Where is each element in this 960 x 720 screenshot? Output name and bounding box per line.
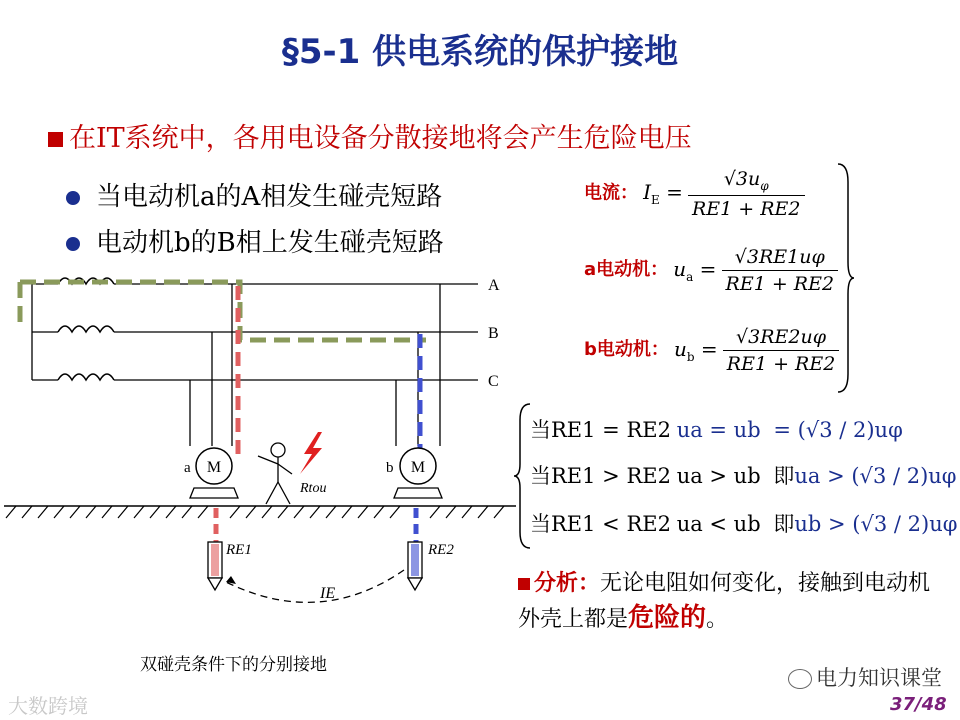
right-brace bbox=[836, 162, 856, 394]
current-arc bbox=[226, 570, 404, 602]
page-number: 37/48 bbox=[890, 694, 947, 715]
motor-a-symbol: M bbox=[206, 459, 222, 476]
condition-row-2: 当RE1 > RE2 ua > ub 即ua > (√3 / 2)uφ bbox=[530, 464, 957, 488]
round-bullet-icon bbox=[66, 191, 80, 205]
condition-row-3: 当RE1 < RE2 ua < ub 即ub > (√3 / 2)uφ bbox=[530, 512, 958, 536]
lightning-icon bbox=[300, 432, 322, 474]
phase-c-label: C bbox=[488, 373, 499, 390]
formula-motor-a: a电动机： $u_a$ = $\frac{√3RE1u\varphi}{RE1 + RE2}$ bbox=[584, 246, 838, 295]
phase-lines bbox=[32, 284, 478, 380]
fault-loop-path bbox=[20, 282, 426, 340]
page-title: §5-1 供电系统的保护接地 bbox=[281, 32, 679, 72]
watermark-left: 大数跨境 bbox=[8, 694, 88, 718]
r-tou-label: Rtou bbox=[300, 481, 327, 496]
watermark-right: 电力知识课堂 bbox=[788, 662, 942, 692]
ground-hatch bbox=[6, 506, 504, 518]
motor-b-label: b bbox=[386, 460, 394, 476]
bullet-item-1: 当电动机a的A相发生碰壳短路 bbox=[66, 176, 442, 213]
phase-a-label: A bbox=[488, 277, 500, 294]
section-heading: 在IT系统中，各用电设备分散接地将会产生危险电压 bbox=[48, 116, 692, 155]
diagram-caption: 双碰壳条件下的分别接地 bbox=[140, 655, 327, 675]
r-e2-label: RE2 bbox=[428, 542, 454, 558]
analysis-note: 分析：无论电阻如何变化，接触到电动机外壳上都是危险的。 bbox=[518, 570, 931, 633]
r-e1-label: RE1 bbox=[226, 542, 252, 558]
motor-a-feeders bbox=[190, 284, 440, 446]
square-bullet-icon bbox=[48, 132, 63, 147]
formula-motor-b: b电动机： $u_b$ = $\frac{√3RE2u\varphi}{RE1 + RE2}$ bbox=[584, 326, 839, 375]
square-bullet-icon bbox=[518, 578, 530, 590]
round-bullet-icon bbox=[66, 237, 80, 251]
i-e-label: IE bbox=[320, 585, 336, 602]
formula-current: 电流： $I_E$ = $\frac{√3u_\varphi}{RE1 + RE2}$ bbox=[584, 168, 805, 220]
wechat-icon bbox=[788, 669, 812, 689]
motor-a-label: a bbox=[184, 460, 191, 476]
phase-b-label: B bbox=[488, 325, 499, 342]
circuit-diagram bbox=[0, 260, 520, 620]
bullet-item-2: 电动机b的B相上发生碰壳短路 bbox=[66, 222, 444, 259]
transformer-coils bbox=[58, 278, 114, 380]
condition-row-1: 当RE1 = RE2 ua = ub = (√3 / 2)uφ bbox=[530, 418, 903, 442]
motor-b-symbol: M bbox=[410, 459, 426, 476]
person-icon bbox=[258, 443, 292, 504]
